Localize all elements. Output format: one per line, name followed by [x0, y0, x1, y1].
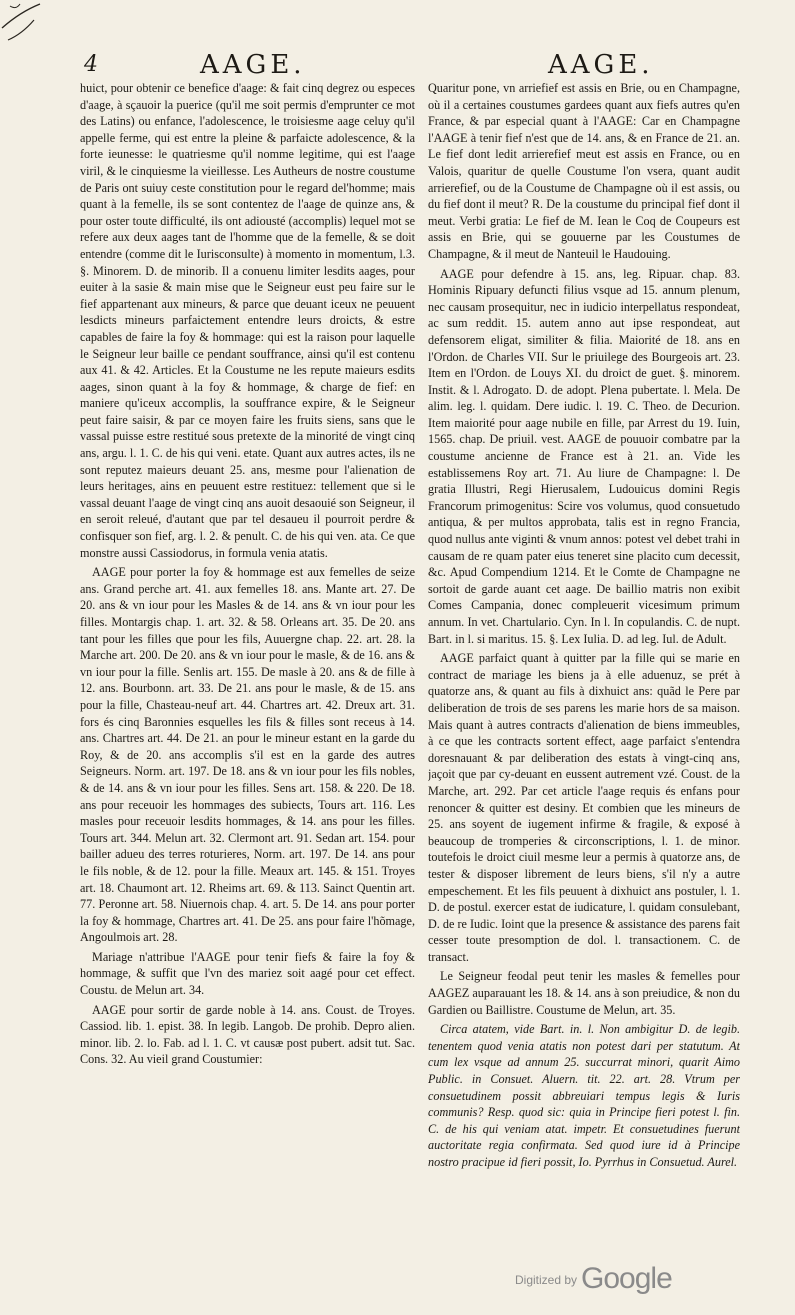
paragraph: AAGE pour sortir de garde noble à 14. ans. Coust. de Troyes. Cassiod. lib. 1. epist. 38. In legib. Langob. De prohib. Depro alien. minor. lib. 2. lo. Fab. ad l. 1. C. vt causæ post pubert. adsit tut. Sac. Cons. 32. Au vieil grand Coustumier:: [80, 1002, 415, 1067]
paragraph: AAGE pour porter la foy & hommage est aux femelles de seize ans. Grand perche art. 41. aux femelles 18. ans. Mante art. 27. De 20. ans & vn iour pour les Masles & de 14. ans & vn iour pour les filles. Montargis chap. 1. art. 32. & 58. Orleans art. 35. De 20. ans tant pour les filles que pour les fils, Auuergne chap. 22. art. 28. la Marche art. 200. De 20. ans & vn iour pour le masle, & de 16. ans & vn iour pour la fille. Senlis art. 155. De masle à 20. ans & de fille à 12. ans. Bourbonn. art. 33. De 21. ans pour le masle, & de 15. ans pour la fille, Chasteau-neuf art. 44. Chartres art. 42. Dreux art. 31. fors és cinq Baronnies esquelles les fils & filles sont receus à 14. ans. Chartres art. 44. De 21. an pour le mineur estant en la garde du Roy, & de 20. ans accomplis s'il est en la garde des autres Seigneurs. Norm. art. 197. De 18. ans & vn iour pour les fils nobles, & de 14. ans & vn iour pour les filles. Sens art. 158. & 220. De 18. ans pour receuoir les hommages des subiects, Tours art. 116. Les masles pour receuoir lesdits hommages, & 14. ans pour les filles. Tours art. 344. Melun art. 32. Clermont art. 91. Sedan art. 154. pour bailler adueu des terres roturieres, Norm. art. 197. De 14. ans pour le fils noble, & de 12. pour la fille. Meaux art. 145. & 151. Troyes art. 18. Chaumont art. 12. Rheims art. 69. & 113. Sainct Quentin art. 77. Peronne art. 58. Niuernois chap. 4. art. 5. De 14. ans pour porter la foy & hommage, Chartres art. 41. De 25. ans pour faire l'hõmage, Angoulmois art. 28.: [80, 565, 415, 945]
paragraph: Circa atatem, vide Bart. in. l. Non ambigitur D. de legib. tenentem quod venia atatis non potest dari per statutum. At cum lex vsque ad annum 25. succurrat minori, quarit Aimo Public. in Consuet. Aluern. tit. 22. art. 28. Vtrum per consuetudinem possit abbreuiari tempus legis & Iuris communis? Resp. quod sic: quia in Principe fieri potest l. fin. C. de his qui veniam atat. impetr. Et consuetudines fuerunt auctoritate regia confirmata. Sed quod iure id à Principe nostro pracipue id fieri possit, Io. Pyrrhus in Consuetud. Aurel.: [428, 1022, 740, 1169]
google-logo: Google: [581, 1262, 672, 1295]
paragraph: Le Seigneur feodal peut tenir les masles & femelles pour AAGEZ auparauant les 18. & 14. ans à son preiudice, & non du Gardien ou Baillistre. Coustume de Melun, art. 35.: [428, 969, 740, 1017]
paragraph: Quaritur pone, vn arriefief est assis en Brie, ou en Champagne, où il a certaines coustumes gardees quant aux fiefs autres qu'en France, & par especial quant à l'AAGE: Car en Champagne l'AAGE à tenir fief n'est que de 14. ans, & en France de 21. an. Le fief dont ledit arrierefief meut est assis en France, ou en Valois, quaritur de quelle Coustume l'on vsera, quant audit arrierefief, ou de la Coustume de Champagne où il est assis, ou du fief dont il meut? R. De la coustume du principal fief dont il meut. Verbi gratia: Le fief de M. Iean le Coq de Coupeurs est assis en Brie, qui se gouuerne par les Coustumes de Champagne, & il meut de Nanteuil le Haudouing.: [428, 81, 740, 261]
right-column: [428, 80, 740, 1250]
page-number: 4: [84, 52, 98, 77]
paragraph: AAGE pour defendre à 15. ans, leg. Ripuar. chap. 83. Hominis Ripuary defuncti filius vsque ad 15. annum plenum, nec causam prosequitur, nec in iudicio interpellatus respondeat, ac sum reddit. 15. autem anno aut ipse respondeat, aut defensorem eligat, similiter & filia. Maiorité de 18. ans en l'Ordon. de Charles VII. Sur le priuilege des Bourgeois art. 23. Item en l'Ordon. de Louys XI. du droict de guet. §. minorem. Instit. & l. Adrogato. D. de adopt. Plena pubertate. l. Mela. De alim. leg. l. quidam. Dere iudic. l. 19. C. Theo. de Decurion. Item maiorité pour aage nubile en fille, par Arrest du 19. Iuin, 1565. chap. De priuil. vest. AAGE de pouuoir combatre par la coustume ancienne de France est à 21. an. Vide les establissemens Roy art. 71. Au liure de Champagne: l. De gratia Illustri, Regi Hierusalem, Ludouicus domini Regis Francorum primogenitus: Scire vos volumus, quod consuetudo antiqua, & per multos approbata, talis est in regno Francia, quod nullus ante viginti & vnum annos: potest vel debet trahi in causam de re quam pater eius teneret sine placito cum decessit, &c. Apud Compendium 1214. Et le Comte de Champagne ne sortoit de garde auant cet aage. De baillio matris non exibit Comes Campania, donec compleuerit vicesimum primum annum. In vet. Chartulario. Cyn. In l. In copulandis. C. de nupt. Bart. in l. si maritus. 15. §. Lex Iulia. D. ad leg. Iul. de Adult.: [428, 266, 740, 646]
digitized-by-google-watermark: [515, 1262, 672, 1296]
left-column: [80, 80, 415, 1220]
corner-ink-mark: [0, 0, 60, 60]
running-head-left: AAGE.: [200, 50, 306, 80]
running-head-right: AAGE.: [548, 50, 654, 80]
paragraph: AAGE parfaict quant à quitter par la fille qui se marie en contract de mariage les biens ja à elle aduenuz, se prét à quatorze ans, & quant au fils à dixhuict ans: quãd le Pere par deliberation de trois de ses parens les marie hors de sa maison. Mais quant à autres contracts d'alienation de biens immeubles, à ce que les contracts sortent effect, aage parfaict s'entendra doresnauant & par deliberation des estats à vingt-cinq ans, jaçoit que par cy-deuant en eussent autrement vzé. Coust. de la Marche, art. 292. Par cet article l'aage requis és enfans pour renoncer & quitter est desiny. Et combien que les mineurs de 25. ans soyent de iugement infirme & fragile, & exposé à beaucoup de tromperies & circonscriptions, l. 1. de minor. toutefois le droict ciuil mesme leur a permis à quatorze ans, de tester & disposer librement de leurs biens, s'il n'y a autre empeschement. Et les fils peuuent à dixhuict ans postuler, l. 1. D. de postul. exercer estat de iudicature, l. quidam consulebant, D. de re Iudic. Ioint que la presence & assistance des parens fait cesser toute presomption de dol. l. transactionem. C. de transact.: [428, 651, 740, 964]
paragraph: Mariage n'attribue l'AAGE pour tenir fiefs & faire la foy & hommage, & suffit que l'vn des mariez soit aagé pour cet effect. Coustu. de Melun art. 34.: [80, 949, 415, 998]
watermark-prefix: Digitized by: [515, 1273, 578, 1287]
paragraph: huict, pour obtenir ce benefice d'aage: & fait cinq degrez ou especes d'aage, à sçauoir la puerice (qu'il me soit permis d'emprunter ce mot des Latins) ou enfance, l'adolescence, le troisiesme aage celuy qu'il appelle ferme, qui est entre la pleine & parfaicte adolescence, & la forte ieunesse: le quatriesme qu'il nomme legitime, qui est l'aage viril, & le cinquiesme la vieillesse. Les Autheurs de nostre coustume de Paris ont suiuy ceste constitution pour le regard del'homme; mais quant à la femelle, ils se sont contentez de l'aage de quinze ans, & pour oster toute difficulté, ils ont adiousté (accomplis) lequel mot se refere aux deux aages tant de l'homme que de la femelle, & se doit entendre (comme dit le Iurisconsulte) à momento in momentum, l.3. §. Minorem. D. de minorib. Il a conuenu limiter lesdits aages, pour euiter à la sasie & main mise que le Seigneur eust peu faire sur le fief appartenant aux mineurs, & parce que deuant iceux ne peuuent lesdicts mineurs parfaictement entendre leurs droicts, & estre capables de faire la foy & hommage: qui est la raison pour laquelle le Seigneur leur baille ce pendant souffrance, ainsi qu'il est contenu aux 41. & 42. Articles. Et la Coustume ne les repute maieurs esdits aages, sinon quant à la foy & hommage, & charge de fief: en maniere qu'iceux accomplis, la souffrance expire, & le Seigneur peut faire saisir, & par ce moyen faire les fruits siens, sans que le vassal puisse estre restitué sous pretexte de la minorité de vingt cinq ans, argu. l. 1. C. de his qui veni. etate. Quant aux autres actes, ils ne sont reputez maieurs deuant 25. ans, mesme pour l'alienation de leurs heritages, ains en peuuent estre restituez: tellement que si le vassal deuant l'aage de vingt cinq ans auoit desaouié son Seigneur, il en seroit releué, d'autant que par tel desaueu il pourroit perdre & confisquer son fief, arg. l. 2. & penult. C. de his qui ven. ata. Ce que monstre aussi Cassiodorus, in formula venia atatis.: [80, 81, 415, 560]
